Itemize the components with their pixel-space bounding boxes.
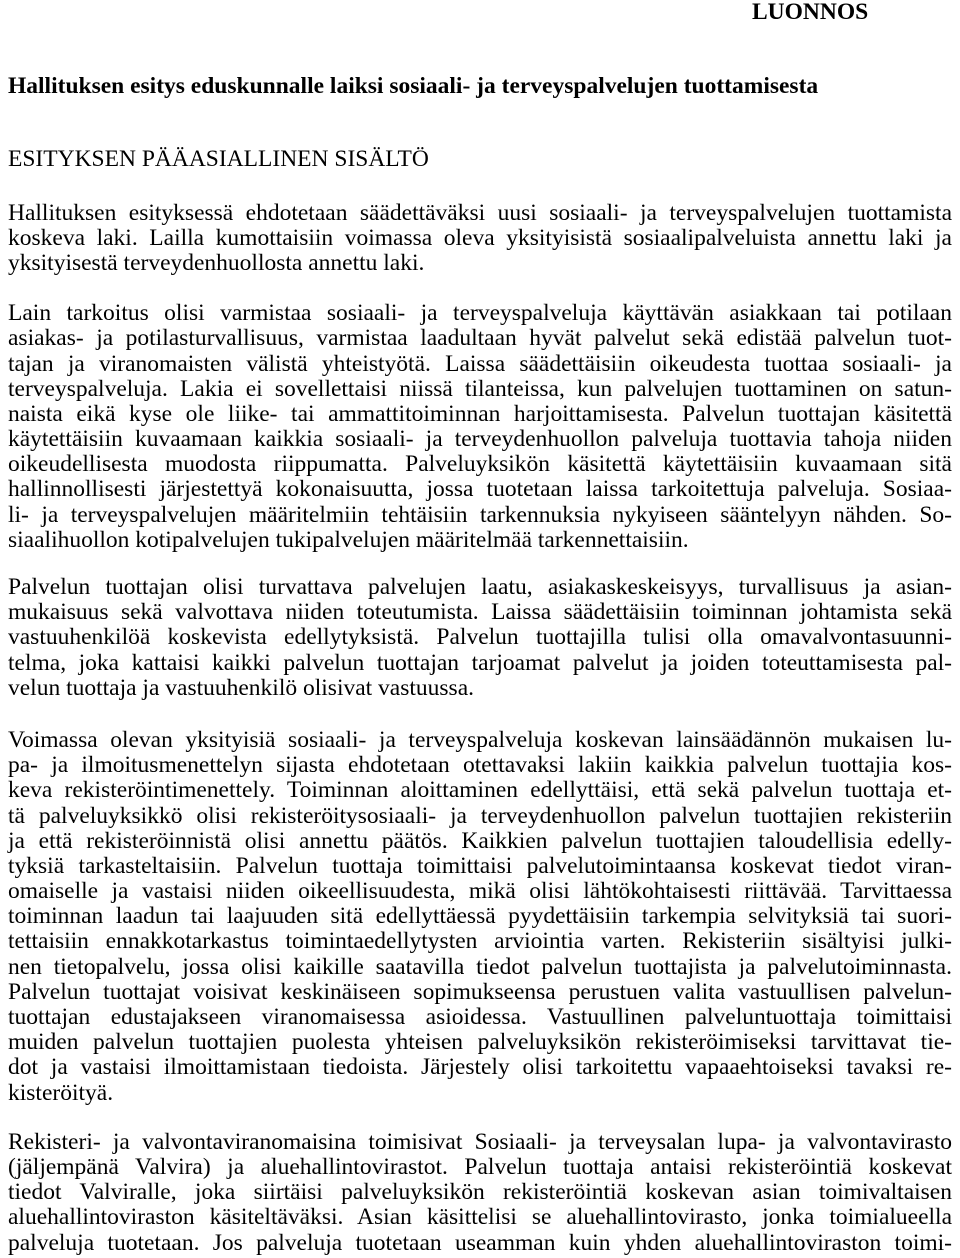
paragraph-5 (8, 1130, 952, 1256)
text-line: palveluja tuotetaan. Jos palveluja tuotetaan useamman kuin yhden aluehallintoviraston toimi- (8, 1229, 952, 1256)
text-line: mukaisuus sekä valvottava niiden toteutumista. Laissa säädettäisiin toiminnan johtamista sekä (8, 599, 952, 626)
text-line: kisteröityä. (8, 1079, 114, 1106)
text-line: koskeva laki. Lailla kumottaisiin voimassa oleva yksityisistä sosiaalipalveluista annettu laki ja (8, 224, 952, 251)
text-line: Voimassa olevan yksityisiä sosiaali- ja terveyspalveluja koskevan lainsäädännön mukaisen lu- (8, 726, 952, 753)
text-line: pa- ja ilmoitusmenettelyn sijasta ehdotetaan otettavaksi lakiin kaikkia palvelun tuottajia kos- (8, 752, 952, 779)
text-line: hallinnollisesti järjestettyä kokonaisuutta, jossa tuotetaan laissa tarkoitettuja palveluja. Sosiaa- (8, 476, 952, 503)
text-line: nen tietopalvelu, jossa olisi kaikille saatavilla tiedot palvelun tuottajista ja palvelutoiminnasta. (8, 953, 952, 980)
text-line: velun tuottaja ja vastuuhenkilö olisivat vastuussa. (8, 674, 475, 701)
text-line: keva rekisteröintimenettely. Toiminnan aloittaminen edellyttäisi, että sekä palvelun tuottaja et- (8, 777, 952, 804)
text-line: tä palveluyksikkö olisi rekisteröitysosiaali- ja terveydenhuollon palvelun tuottajien rekisteriin (8, 802, 952, 829)
text-line: asiakas- ja potilasturvallisuus, varmistaa laadultaan hyvät palvelut sekä edistää palvelun tuot- (8, 325, 952, 352)
paragraph-3 (8, 575, 952, 701)
document-title: Hallituksen esitys eduskunnalle laiksi sosiaali- ja terveyspalvelujen tuottamisesta (8, 73, 819, 100)
text-line: Rekisteri- ja valvontaviranomaisina toimisivat Sosiaali- ja terveysalan lupa- ja valvontavirasto (8, 1128, 952, 1155)
text-line: oikeudellisesta muodosta riippumatta. Palveluyksikön käsitettä käytettäisiin kuvaamaan sitä (8, 451, 952, 478)
text-line: tyksiä tarkasteltaisiin. Palvelun tuottaja toimittaisi palvelutoimintaansa koskevat tiedot viran- (8, 852, 952, 879)
text-line: yksityisestä terveydenhuollosta annettu laki. (8, 249, 425, 276)
paragraph-1 (8, 201, 952, 277)
text-line: Hallituksen esityksessä ehdotetaan säädettäväksi uusi sosiaali- ja terveyspalvelujen tuottamista (8, 199, 952, 226)
draft-status-label: LUONNOS (752, 0, 869, 25)
document-content (8, 0, 952, 1256)
text-line: ja että rekisteröinnistä olisi annettu päätös. Kaikkien palvelun tuottajien taloudellisia edelly- (8, 827, 952, 854)
text-line: käytettäisiin kuvaamaan kaikkia sosiaali- ja terveydenhuollon palveluja tuottavia tahoja niiden (8, 426, 952, 453)
text-line: Palvelun tuottajat voisivat keskinäiseen sopimukseensa perustuen valita vastuullisen palvelun- (8, 978, 952, 1005)
text-line: li- ja terveyspalvelujen määritelmiin tehtäisiin tarkennuksia nykyiseen sääntelyyn nähden. So- (8, 501, 952, 528)
text-line: Lain tarkoitus olisi varmistaa sosiaali- ja terveyspalveluja käyttävän asiakkaan tai potilaan (8, 300, 952, 327)
text-line: tiedot Valviralle, joka siirtäisi palveluyksikön rekisteröintiä koskevan asian toimivaltaisen (8, 1179, 952, 1206)
text-line: (jäljempänä Valvira) ja aluehallintovirastot. Palvelun tuottaja antaisi rekisteröintiä koskevat (8, 1153, 952, 1180)
text-line: omaiselle ja vastaisi niiden oikeellisuudesta, mikä olisi lähtökohtaisesti riittävää. Tarvittaessa (8, 878, 952, 905)
text-line: muiden palvelun tuottajien puolesta yhteisen palveluyksikön rekisteröimiseksi tarvittavat tie- (8, 1029, 952, 1056)
text-line: tajan ja viranomaisten välistä yhteistyötä. Laissa säädettäisiin oikeudesta tuottaa sosiaali- ja (8, 350, 952, 377)
text-line: vastuuhenkilöä koskevista edellytyksistä. Palvelun tuottajilla tulisi olla omavalvontasuunni- (8, 624, 952, 651)
text-line: tettaisiin ennakkotarkastus toimintaedellytysten arviointia varten. Rekisteriin sisältyisi julki- (8, 928, 952, 955)
text-line: naista eikä kyse ole liike- tai ammattitoiminnan harjoittamisesta. Palvelun tuottajan käsitettä (8, 400, 952, 427)
section-heading: ESITYKSEN PÄÄASIALLINEN SISÄLTÖ (8, 146, 429, 173)
paragraph-4 (8, 728, 952, 1106)
text-line: aluehallintoviraston käsiteltäväksi. Asian käsittelisi se aluehallintovirasto, jonka toimialueella (8, 1204, 952, 1231)
text-line: dot ja vastaisi ilmoittamistaan tiedoista. Järjestely olisi tarkoitettu vapaaehtoiseksi tavaksi re- (8, 1054, 952, 1081)
text-line: Palvelun tuottajan olisi turvattava palvelujen laatu, asiakaskeskeisyys, turvallisuus ja asian- (8, 574, 952, 601)
text-line: toiminnan laadun tai laajuuden sitä edellyttäessä pyydettäisiin tarkempia selvityksiä tai suori- (8, 903, 952, 930)
text-line: tuottajan edustajakseen viranomaisessa asioidessa. Vastuullinen palveluntuottaja toimittaisi (8, 1004, 952, 1031)
text-line: siaalihuollon kotipalvelujen tukipalvelujen määritelmää tarkennettaisiin. (8, 526, 689, 553)
text-line: terveyspalveluja. Lakia ei sovellettaisi niissä tilanteissa, kun palvelujen tuottaminen on satun- (8, 375, 952, 402)
text-line: telma, joka kattaisi kaikki palvelun tuottajan tarjoamat palvelut ja joiden toteuttamisesta pal- (8, 649, 952, 676)
paragraph-2 (8, 301, 952, 553)
